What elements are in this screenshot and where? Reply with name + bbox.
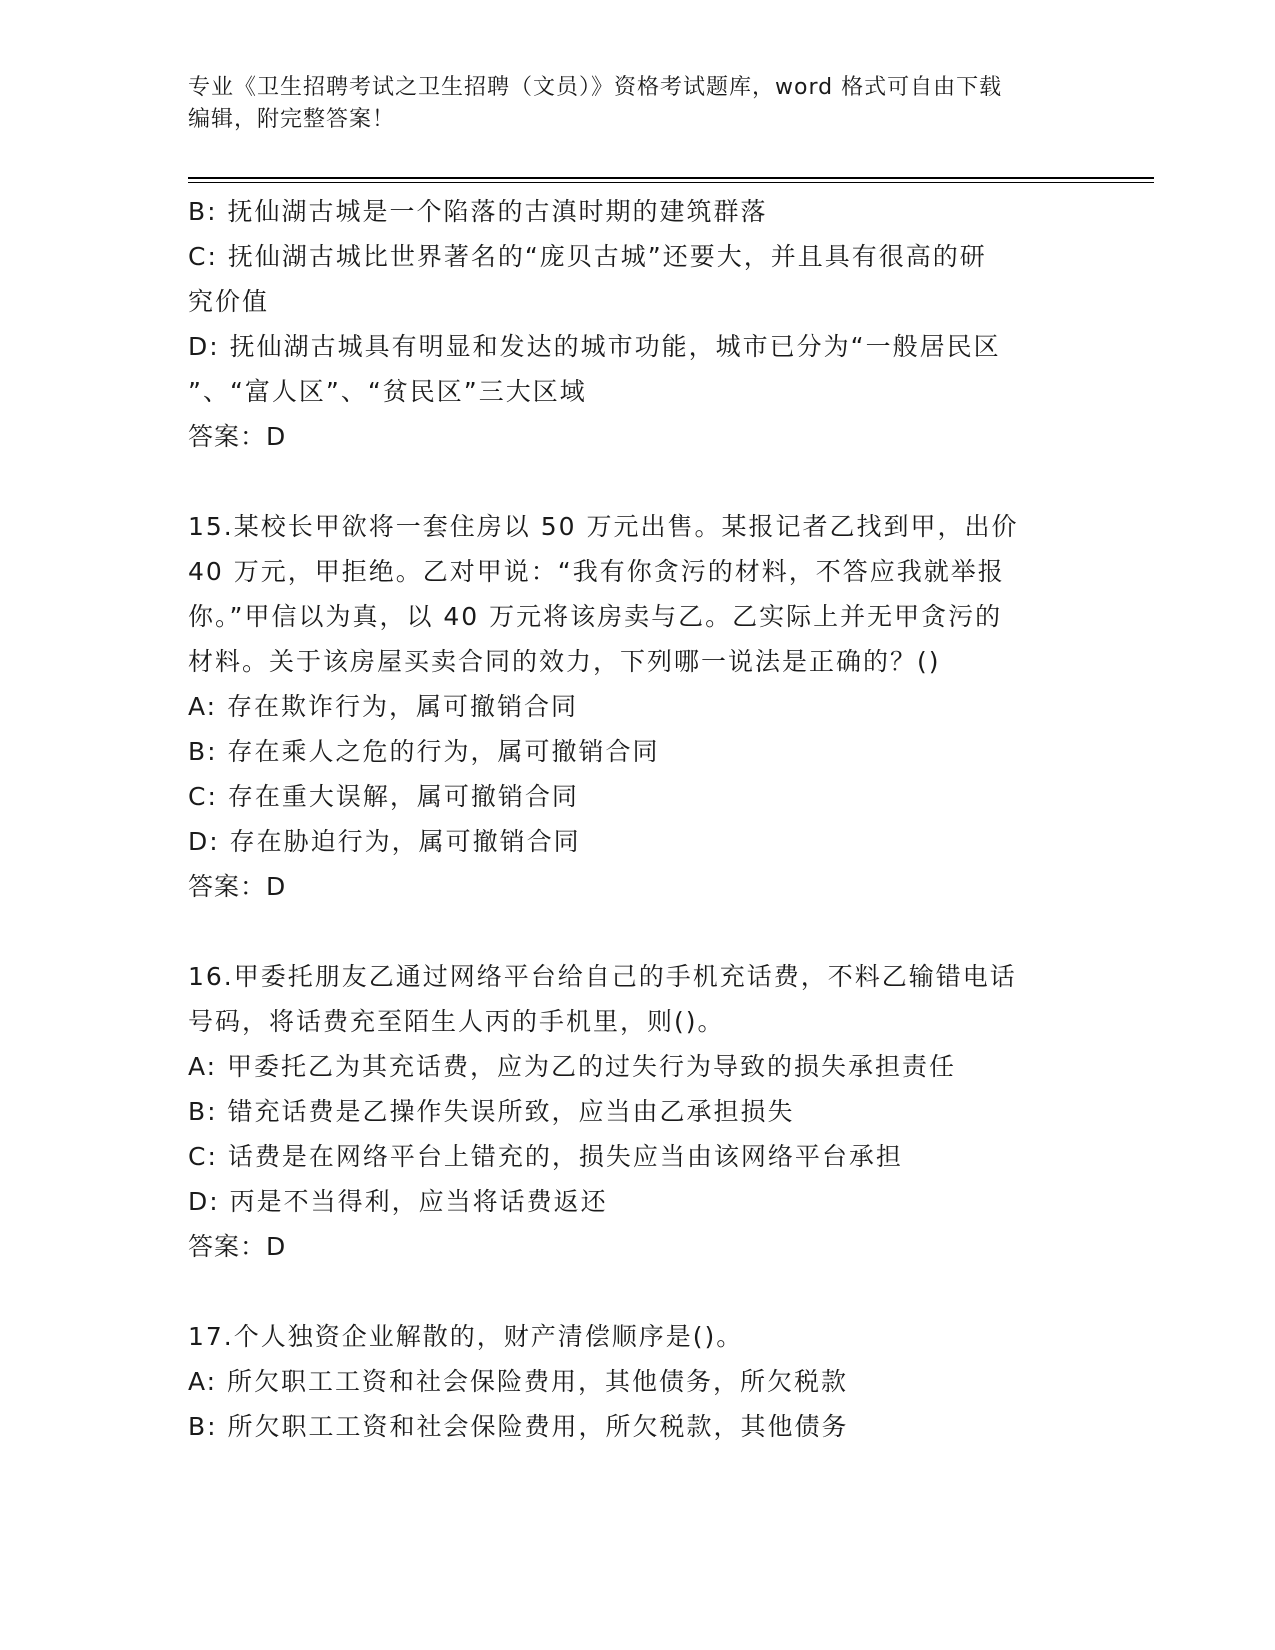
q14-option-b: B: 抚仙湖古城是一个陷落的古滇时期的建筑群落	[188, 197, 768, 226]
q14-option-c-line-2: 究价值	[188, 287, 270, 316]
q15-option-a: A: 存在欺诈行为，属可撤销合同	[188, 692, 579, 721]
header-divider	[188, 177, 1154, 183]
q14-answer: 答案：D	[188, 422, 287, 451]
q15-stem-line-1: 15.某校长甲欲将一套住房以 50 万元出售。某报记者乙找到甲，出价	[188, 512, 1019, 541]
q17-option-a: A: 所欠职工工资和社会保险费用，其他债务，所欠税款	[188, 1367, 849, 1396]
q15-stem-line-3: 你。”甲信以为真，以 40 万元将该房卖与乙。乙实际上并无甲贪污的	[188, 602, 1003, 631]
q17-option-b: B: 所欠职工工资和社会保险费用，所欠税款，其他债务	[188, 1412, 849, 1441]
q14-option-d-line-2: ”、“富人区”、“贫民区”三大区域	[188, 377, 587, 406]
question-14-tail	[188, 189, 1068, 459]
page-header	[188, 72, 1068, 136]
header-line-2: 编辑，附完整答案！	[188, 107, 396, 132]
q16-stem-line-2: 号码，将话费充至陌生人丙的手机里，则()。	[188, 1007, 725, 1036]
q15-option-c: C: 存在重大误解，属可撤销合同	[188, 782, 579, 811]
q15-stem-line-4: 材料。关于该房屋买卖合同的效力，下列哪一说法是正确的？()	[188, 647, 941, 676]
q16-stem-line-1: 16.甲委托朋友乙通过网络平台给自己的手机充话费，不料乙输错电话	[188, 962, 1017, 991]
q16-option-b: B: 错充话费是乙操作失误所致，应当由乙承担损失	[188, 1097, 795, 1126]
q17-stem-line-1: 17.个人独资企业解散的，财产清偿顺序是()。	[188, 1322, 744, 1351]
q15-answer: 答案：D	[188, 872, 287, 901]
q16-option-d: D: 丙是不当得利，应当将话费返还	[188, 1187, 608, 1216]
q14-option-c-line-1: C: 抚仙湖古城比世界著名的“庞贝古城”还要大，并且具有很高的研	[188, 242, 987, 271]
q16-option-a: A: 甲委托乙为其充话费，应为乙的过失行为导致的损失承担责任	[188, 1052, 957, 1081]
q15-stem-line-2: 40 万元，甲拒绝。乙对甲说：“我有你贪污的材料，不答应我就举报	[188, 557, 1005, 586]
q15-option-d: D: 存在胁迫行为，属可撤销合同	[188, 827, 581, 856]
header-line-1: 专业《卫生招聘考试之卫生招聘（文员）》资格考试题库，word 格式可自由下载	[188, 75, 1003, 100]
question-17	[188, 1314, 1068, 1449]
question-16	[188, 954, 1068, 1269]
q16-option-c: C: 话费是在网络平台上错充的，损失应当由该网络平台承担	[188, 1142, 903, 1171]
question-15	[188, 504, 1068, 909]
question-content	[188, 189, 1068, 1449]
q15-option-b: B: 存在乘人之危的行为，属可撤销合同	[188, 737, 660, 766]
q14-option-d-line-1: D: 抚仙湖古城具有明显和发达的城市功能，城市已分为“一般居民区	[188, 332, 1001, 361]
q16-answer: 答案：D	[188, 1232, 287, 1261]
